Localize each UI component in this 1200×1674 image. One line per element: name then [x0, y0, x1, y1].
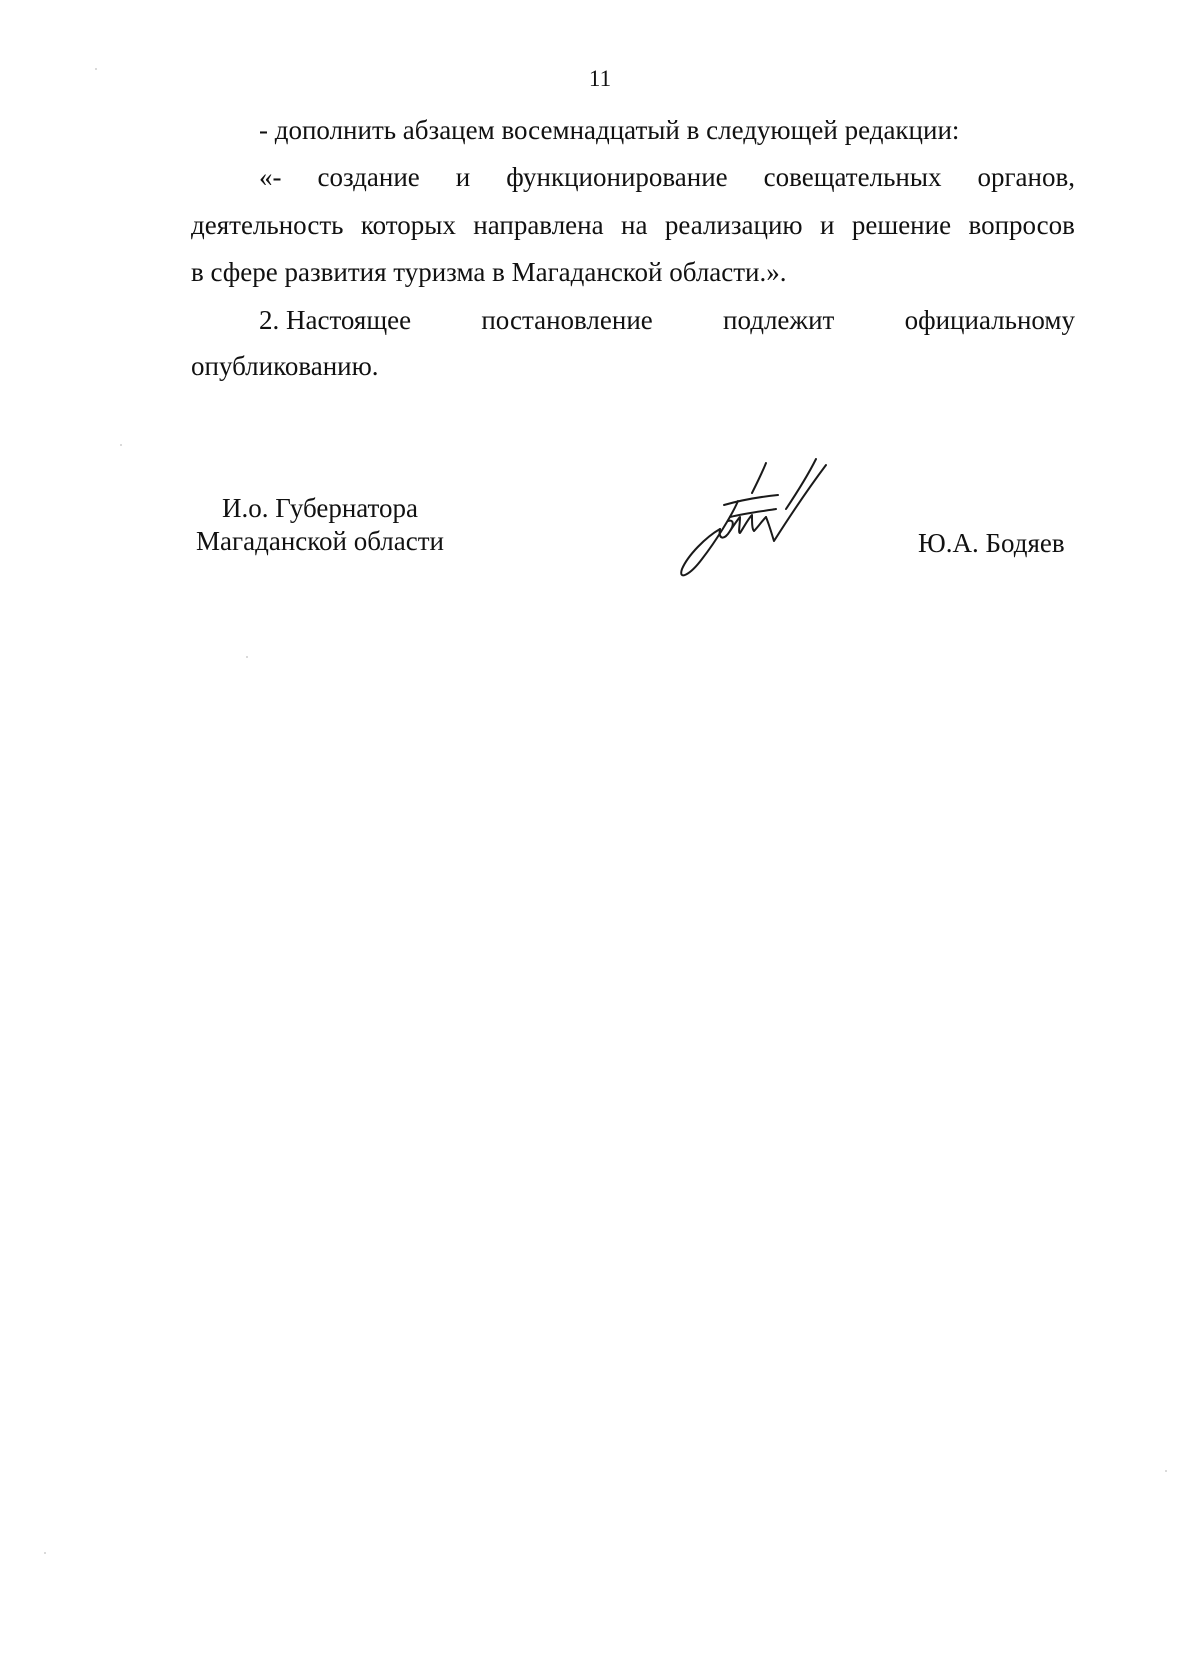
signature-stroke [752, 463, 766, 493]
signer-name: Ю.А. Бодяев [918, 528, 1065, 558]
paragraph-3-line-1 [259, 304, 1075, 336]
word: функционирование [506, 162, 728, 192]
word: органов, [977, 162, 1075, 192]
word: создание [317, 162, 420, 192]
signature-stroke [681, 501, 738, 575]
word: официальному [904, 305, 1075, 335]
signer-title-line-1: И.о. Губернатора [221, 493, 418, 523]
word: реализацию [664, 210, 803, 240]
scan-speck [95, 68, 97, 70]
handwritten-signature [668, 455, 848, 595]
word: на [621, 210, 648, 240]
word: и [820, 210, 835, 240]
word: вопросов [968, 210, 1075, 240]
paragraph-2-line-2 [191, 209, 1075, 241]
paragraph-3-line-2: опубликованию. [191, 351, 379, 381]
scan-speck [246, 656, 248, 658]
word: направлена [473, 210, 604, 240]
word: постановление [481, 305, 653, 335]
word: решение [851, 210, 952, 240]
paragraph-1-line-1: - дополнить абзацем восемнадцатый в следующей редакции: [259, 115, 960, 145]
scan-speck [44, 1552, 46, 1554]
paragraph-2-line-3: в сфере развития туризма в Магаданской области.». [191, 257, 787, 287]
word: деятельность [191, 210, 344, 240]
scan-speck [120, 444, 122, 446]
word: «- [259, 162, 282, 192]
signature-stroke [766, 465, 826, 541]
signature-stroke [724, 495, 778, 505]
page-number: 11 [588, 66, 612, 91]
word: совещательных [763, 162, 942, 192]
word: и [455, 162, 471, 192]
word: подлежит [723, 305, 835, 335]
scan-speck [1165, 1470, 1167, 1472]
signature-stroke [730, 515, 766, 533]
paragraph-2-line-1 [259, 161, 1075, 193]
word: которых [360, 210, 456, 240]
signer-title-line-2: Магаданской области [196, 526, 444, 556]
word: 2. Настоящее [259, 305, 412, 335]
